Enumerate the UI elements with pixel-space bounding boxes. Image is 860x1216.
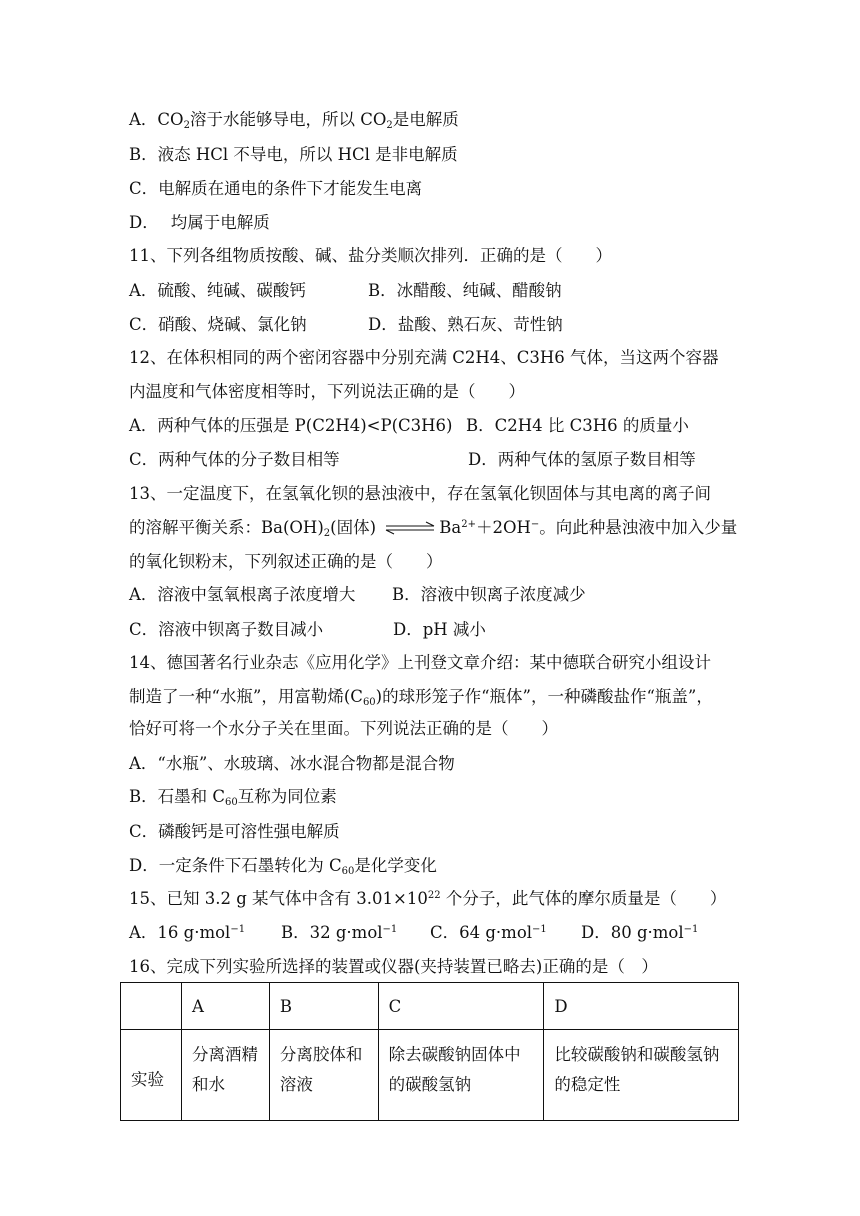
- q12-option-d[interactable]: D．两种气体的氢原子数目相等: [468, 450, 696, 469]
- experiment-table: [120, 982, 739, 1121]
- table-cell: 分离胶体和 溶液: [269, 1030, 378, 1121]
- q14-option-d[interactable]: D．一定条件下石墨转化为 $C_{60}$是化学变化: [129, 856, 437, 877]
- table-cell: 除去碳酸钠固体中 的碳酸氢钠: [378, 1030, 544, 1121]
- table-header-cell: A: [181, 983, 269, 1030]
- q14-option-a[interactable]: A．“水瓶”、水玻璃、冰水混合物都是混合物: [129, 754, 455, 773]
- q15-option-a[interactable]: A．16 g·mol$^{-1}$: [129, 923, 246, 942]
- q14-stem-line-1: 14、德国著名行业杂志《应用化学》上刊登文章介绍：某中德联合研究小组设计: [129, 653, 711, 672]
- q13-option-a[interactable]: A．溶液中氢氧根离子浓度增大: [129, 585, 356, 604]
- q16-stem: 16、完成下列实验所选择的装置或仪器(夹持装置已略去)正确的是（ ）: [129, 957, 658, 976]
- q15-option-b[interactable]: B．32 g·mol$^{-1}$: [281, 923, 398, 942]
- q13-stem-line-3: 的氧化钡粉末，下列叙述正确的是（ ）: [129, 552, 443, 571]
- q11-option-d[interactable]: D．盐酸、熟石灰、苛性钠: [368, 315, 563, 334]
- table-row: [121, 1030, 739, 1121]
- q13-stem-line-1: 13、一定温度下，在氢氧化钡的悬浊液中，存在氢氧化钡固体与其电离的离子间: [129, 484, 711, 503]
- q15-stem: 15、已知 3.2 g 某气体中含有 $3.01\times 10^{22}$ 个分子，此气体的摩尔质量是（ ）: [129, 889, 727, 908]
- q10-option-b[interactable]: B．液态 HCl 不导电，所以 HCl 是非电解质: [129, 145, 458, 164]
- table-header-row: [121, 983, 739, 1030]
- q10-option-a[interactable]: A．$CO_2$溶于水能够导电，所以 $CO_2$是电解质: [129, 110, 459, 131]
- q11-option-c[interactable]: C．硝酸、烧碱、氯化钠: [129, 315, 307, 334]
- q13-stem-line-2: 的溶解平衡关系：$Ba(OH)_2$(固体) $Ba^{2+}+2OH^-$。向此种悬浊液中加入少量: [129, 518, 738, 539]
- q12-stem-line-2: 内温度和气体密度相等时，下列说法正确的是（ ）: [129, 382, 525, 401]
- q13-option-b[interactable]: B．溶液中钡离子浓度减少: [392, 585, 586, 604]
- q13-option-d[interactable]: D．pH 减小: [393, 620, 486, 639]
- q11-option-b[interactable]: B．冰醋酸、纯碱、醋酸钠: [368, 281, 562, 300]
- reversible-arrow-icon: [382, 519, 438, 533]
- q13-option-c[interactable]: C．溶液中钡离子数目减小: [129, 620, 324, 639]
- q12-option-c[interactable]: C．两种气体的分子数目相等: [129, 450, 340, 469]
- q14-option-c[interactable]: C．磷酸钙是可溶性强电解质: [129, 822, 340, 841]
- q10-option-d[interactable]: D． 均属于电解质: [129, 213, 270, 232]
- q15-option-d[interactable]: D．80 g·mol$^{-1}$: [581, 923, 699, 942]
- q15-option-c[interactable]: C．64 g·mol$^{-1}$: [430, 923, 547, 942]
- q14-stem-line-3: 恰好可将一个水分子关在里面。下列说法正确的是（ ）: [129, 719, 558, 738]
- table-header-cell: C: [378, 983, 544, 1030]
- table-row-label: 实验: [121, 1030, 182, 1121]
- q12-stem-line-1: 12、在体积相同的两个密闭容器中分别充满 C2H4、C3H6 气体，当这两个容器: [129, 348, 719, 367]
- q11-option-a[interactable]: A．硫酸、纯碱、碳酸钙: [129, 281, 306, 300]
- q14-option-b[interactable]: B．石墨和 $C_{60}$互称为同位素: [129, 787, 337, 808]
- q11-stem: 11、下列各组物质按酸、碱、盐分类顺次排列．正确的是（ ）: [129, 246, 612, 265]
- q14-stem-line-2: 制造了一种“水瓶”，用富勒烯$(C_{60})$的球形笼子作“瓶体”，一种磷酸盐作“瓶盖”，: [129, 687, 713, 708]
- table-header-cell: B: [269, 983, 378, 1030]
- q12-option-b[interactable]: B．C2H4 比 C3H6 的质量小: [466, 416, 689, 435]
- table-header-cell: [121, 983, 182, 1030]
- table-cell: 分离酒精 和水: [181, 1030, 269, 1121]
- q10-option-c[interactable]: C．电解质在通电的条件下才能发生电离: [129, 179, 423, 198]
- q12-option-a[interactable]: A．两种气体的压强是 P(C2H4)<P(C3H6): [129, 416, 453, 435]
- table-header-cell: D: [544, 983, 739, 1030]
- table-cell: 比较碳酸钠和碳酸氢钠 的稳定性: [544, 1030, 739, 1121]
